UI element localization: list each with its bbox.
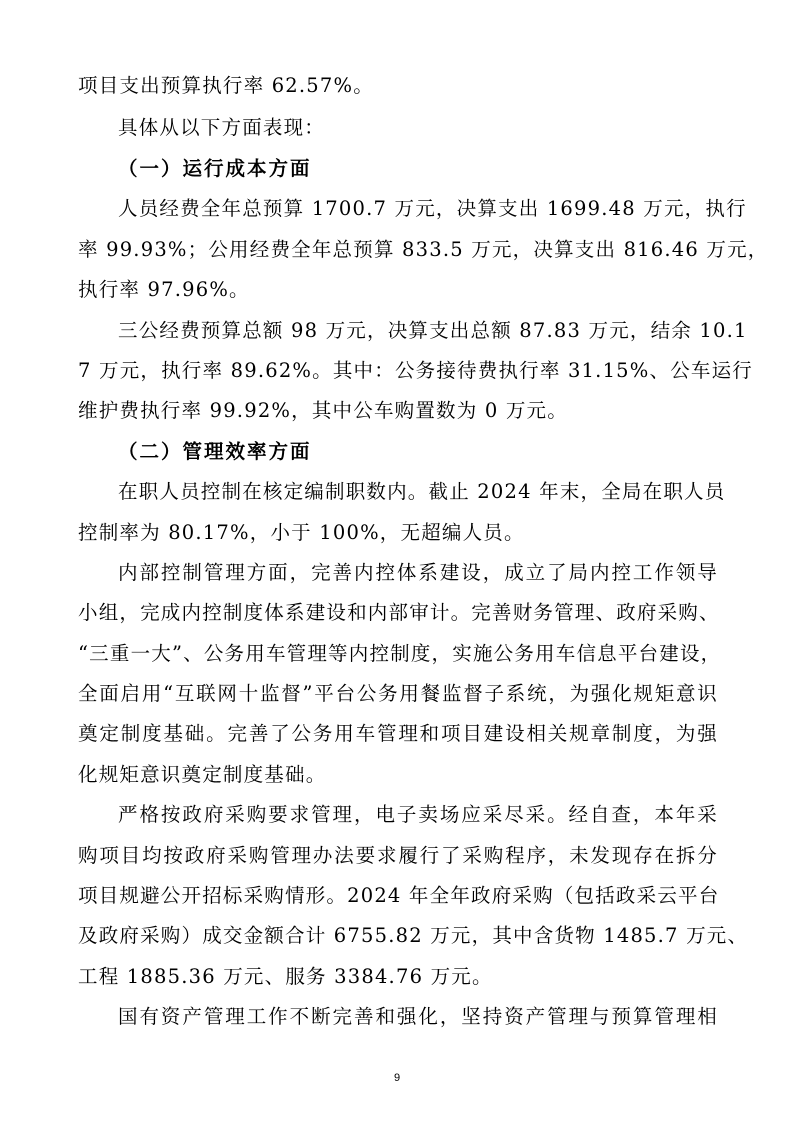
text-line: 在职人员控制在核定编制职数内。截止 2024 年末，全局在职人员 [118,480,726,503]
text-line: 具体从以下方面表现： [118,116,326,139]
text-line: 7 万元，执行率 89.62%。其中：公务接待费执行率 31.15%、公车运行 [78,359,754,382]
text-line: 购项目均按政府采购管理办法要求履行了采购程序，未发现存在拆分 [78,844,718,867]
text-line: 维护费执行率 99.92%，其中公车购置数为 0 万元。 [78,399,568,422]
text-line: “三重一大”、公务用车管理等内控制度，实施公务用车信息平台建设， [78,642,722,665]
text-line: 及政府采购）成交金额合计 6755.82 万元，其中含货物 1485.7 万元、 [78,924,749,947]
text-line: 人员经费全年总预算 1700.7 万元，决算支出 1699.48 万元，执行 [118,197,747,220]
text-line: 项目支出预算执行率 62.57%。 [78,74,374,97]
text-line: 化规矩意识奠定制度基础。 [78,763,327,786]
text-line: 三公经费预算总额 98 万元，决算支出总额 87.83 万元，结余 10.1 [118,319,748,342]
text-line: 率 99.93%；公用经费全年总预算 833.5 万元，决算支出 816.46 万元， [78,238,769,261]
page-number: 9 [393,1072,401,1084]
text-line: 内部控制管理方面，完善内控体系建设，成立了局内控工作领导 [118,561,718,584]
section-heading: （一）运行成本方面 [118,157,312,180]
section-heading: （二）管理效率方面 [118,440,312,463]
text-line: 全面启用“互联网十监督”平台公务用餐监督子系统，为强化规矩意识 [78,682,718,705]
text-line: 工程 1885.36 万元、服务 3384.76 万元。 [78,965,493,988]
text-line: 国有资产管理工作不断完善和强化，坚持资产管理与预算管理相 [118,1005,718,1028]
text-line: 奠定制度基础。完善了公务用车管理和项目建设相关规章制度，为强 [78,722,718,745]
text-line: 小组，完成内控制度体系建设和内部审计。完善财务管理、政府采购、 [78,601,720,624]
text-line: 项目规避公开招标采购情形。2024 年全年政府采购（包括政采云平台 [78,884,720,907]
text-line: 执行率 97.96%。 [78,278,250,301]
text-line: 控制率为 80.17%，小于 100%，无超编人员。 [78,521,525,544]
text-line: 严格按政府采购要求管理，电子卖场应采尽采。经自查，本年采 [118,803,718,826]
